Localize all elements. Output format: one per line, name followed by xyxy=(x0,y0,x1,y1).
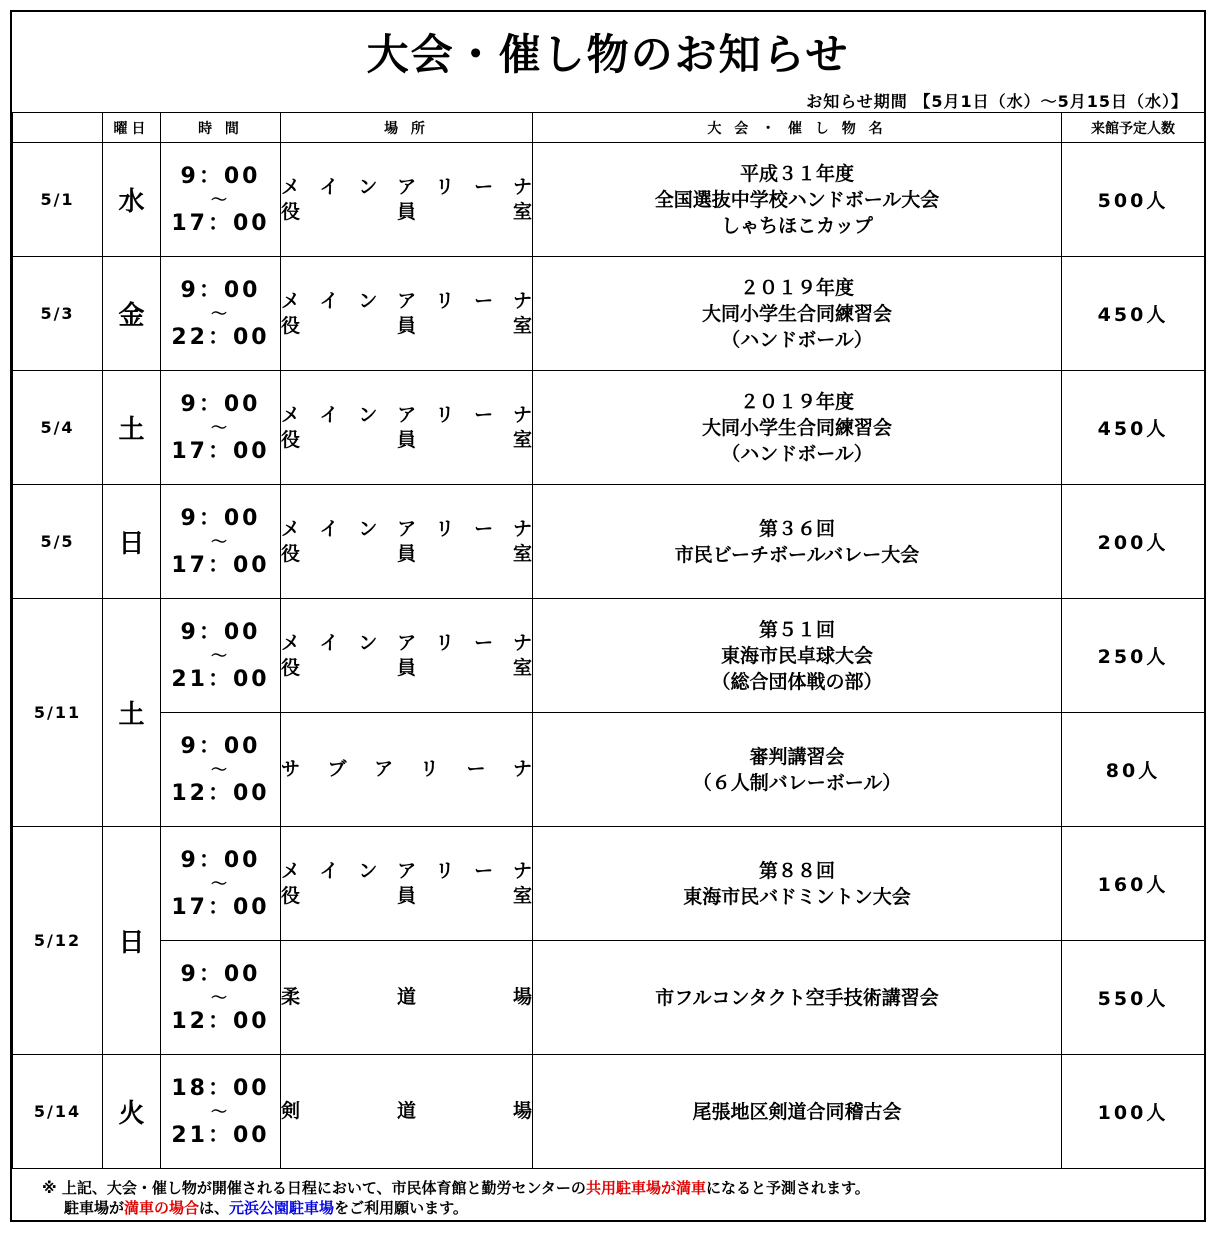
attendance-cell: 550人 xyxy=(1062,941,1205,1055)
place-line: 柔道場 xyxy=(281,986,532,1008)
note-line-2 xyxy=(42,1198,870,1218)
start-time: 9：00 xyxy=(180,277,261,303)
note-text: をご利用願います。 xyxy=(334,1199,468,1217)
start-time: 9：00 xyxy=(180,961,261,987)
place-cell xyxy=(281,1055,533,1169)
start-time: 9：00 xyxy=(180,505,261,531)
table-row xyxy=(13,257,1205,371)
event-line: 東海市民卓球大会 xyxy=(720,644,873,667)
weekday-cell: 水 xyxy=(103,143,161,257)
start-time: 9：00 xyxy=(180,619,261,645)
time-cell xyxy=(161,941,281,1055)
event-line: （ハンドボール） xyxy=(721,328,873,351)
table-header-row xyxy=(13,113,1205,143)
col-attendance: 来館予定人数 xyxy=(1062,113,1205,143)
event-line: 第８８回 xyxy=(758,859,835,882)
event-line: （ハンドボール） xyxy=(721,442,873,465)
place-line: メインアリーナ xyxy=(281,403,532,426)
col-event: 大 会 ・ 催 し 物 名 xyxy=(533,113,1062,143)
time-cell xyxy=(161,485,281,599)
end-time: 17：00 xyxy=(171,552,270,578)
tilde-mark: ～ xyxy=(210,1101,230,1121)
note-highlight-red: 満車の場合 xyxy=(124,1199,200,1217)
date-cell: 5/11 xyxy=(13,599,103,827)
event-cell xyxy=(533,713,1062,827)
event-cell xyxy=(533,599,1062,713)
start-time: 18：00 xyxy=(171,1075,270,1101)
event-line: 大同小学生合同練習会 xyxy=(701,302,892,325)
tilde-mark: ～ xyxy=(210,873,230,893)
event-cell xyxy=(533,485,1062,599)
time-cell xyxy=(161,371,281,485)
date-cell: 5/5 xyxy=(13,485,103,599)
tilde-mark: ～ xyxy=(210,303,230,323)
event-line: ２０１９年度 xyxy=(739,276,854,299)
date-cell: 5/14 xyxy=(13,1055,103,1169)
place-line: 役員室 xyxy=(281,542,532,565)
event-line: 市フルコンタクト空手技術講習会 xyxy=(655,986,939,1009)
time-cell xyxy=(161,713,281,827)
table-row xyxy=(13,827,1205,941)
event-line: （６人制バレーボール） xyxy=(692,771,902,794)
col-place: 場 所 xyxy=(281,113,533,143)
place-cell xyxy=(281,713,533,827)
weekday-cell: 日 xyxy=(103,827,161,1055)
note-highlight-red: 共用駐車場が満車 xyxy=(585,1179,706,1197)
table-row xyxy=(13,713,1205,827)
attendance-cell: 500人 xyxy=(1062,143,1205,257)
event-line: 全国選抜中学校ハンドボール大会 xyxy=(654,188,940,211)
date-cell: 5/12 xyxy=(13,827,103,1055)
tilde-mark: ～ xyxy=(210,417,230,437)
parking-note xyxy=(42,1178,870,1218)
col-dow: 曜日 xyxy=(103,113,161,143)
end-time: 17：00 xyxy=(171,438,270,464)
time-cell xyxy=(161,1055,281,1169)
attendance-cell: 450人 xyxy=(1062,371,1205,485)
note-text: は、 xyxy=(199,1199,230,1217)
place-cell xyxy=(281,485,533,599)
end-time: 22：00 xyxy=(171,324,270,350)
place-cell xyxy=(281,599,533,713)
place-cell xyxy=(281,827,533,941)
time-cell xyxy=(161,143,281,257)
place-cell xyxy=(281,143,533,257)
place-line: メインアリーナ xyxy=(281,289,532,312)
weekday-cell: 土 xyxy=(103,371,161,485)
attendance-cell: 100人 xyxy=(1062,1055,1205,1169)
note-highlight-blue: 元浜公園駐車場 xyxy=(229,1199,335,1217)
event-line: 審判講習会 xyxy=(749,745,845,768)
event-line: 尾張地区剣道合同稽古会 xyxy=(692,1100,902,1123)
table-row xyxy=(13,599,1205,713)
event-line: ２０１９年度 xyxy=(739,390,854,413)
attendance-cell: 450人 xyxy=(1062,257,1205,371)
attendance-cell: 80人 xyxy=(1062,713,1205,827)
weekday-cell: 日 xyxy=(103,485,161,599)
place-cell xyxy=(281,941,533,1055)
note-text: になると予測されます。 xyxy=(705,1179,870,1197)
event-line: 第５１回 xyxy=(758,618,835,641)
place-line: 役員室 xyxy=(281,200,532,223)
notice-sheet xyxy=(10,10,1206,1222)
tilde-mark: ～ xyxy=(210,189,230,209)
place-line: 役員室 xyxy=(281,428,532,451)
place-line: メインアリーナ xyxy=(281,859,532,882)
note-mark: ※ xyxy=(42,1179,57,1197)
table-row xyxy=(13,485,1205,599)
table-row xyxy=(13,941,1205,1055)
notice-period: お知らせ期間 【5月1日（水）～5月15日（水）】 xyxy=(806,92,1188,111)
event-line: 大同小学生合同練習会 xyxy=(701,416,892,439)
end-time: 12：00 xyxy=(171,1008,270,1034)
schedule-table xyxy=(12,112,1205,1169)
event-cell xyxy=(533,941,1062,1055)
time-cell xyxy=(161,599,281,713)
tilde-mark: ～ xyxy=(210,759,230,779)
end-time: 12：00 xyxy=(171,780,270,806)
start-time: 9：00 xyxy=(180,391,261,417)
attendance-cell: 200人 xyxy=(1062,485,1205,599)
col-date xyxy=(13,113,103,143)
attendance-cell: 160人 xyxy=(1062,827,1205,941)
attendance-cell: 250人 xyxy=(1062,599,1205,713)
event-cell xyxy=(533,143,1062,257)
note-text: 駐車場が xyxy=(64,1199,125,1217)
event-cell xyxy=(533,257,1062,371)
end-time: 17：00 xyxy=(171,210,270,236)
table-row xyxy=(13,143,1205,257)
place-line: メインアリーナ xyxy=(281,517,532,540)
time-cell xyxy=(161,827,281,941)
place-line: メインアリーナ xyxy=(281,175,532,198)
place-cell xyxy=(281,257,533,371)
tilde-mark: ～ xyxy=(210,531,230,551)
place-line: サブアリーナ xyxy=(281,758,532,780)
place-cell xyxy=(281,371,533,485)
event-line: 市民ビーチボールバレー大会 xyxy=(674,543,920,566)
weekday-cell: 金 xyxy=(103,257,161,371)
event-line: 平成３１年度 xyxy=(739,162,854,185)
note-text: 上記、大会・催し物が開催される日程において、市民体育館と勤労センターの xyxy=(61,1179,586,1197)
event-line: 第３６回 xyxy=(758,517,835,540)
weekday-cell: 土 xyxy=(103,599,161,827)
col-time: 時 間 xyxy=(161,113,281,143)
place-line: 役員室 xyxy=(281,884,532,907)
place-line: 役員室 xyxy=(281,656,532,679)
start-time: 9：00 xyxy=(180,163,261,189)
start-time: 9：00 xyxy=(180,733,261,759)
tilde-mark: ～ xyxy=(210,987,230,1007)
event-cell xyxy=(533,827,1062,941)
weekday-cell: 火 xyxy=(103,1055,161,1169)
page-title: 大会・催し物のお知らせ xyxy=(366,30,850,79)
event-cell xyxy=(533,1055,1062,1169)
end-time: 21：00 xyxy=(171,1122,270,1148)
table-row xyxy=(13,371,1205,485)
event-line: しゃちほこカップ xyxy=(721,214,873,237)
event-line: 東海市民バドミントン大会 xyxy=(683,885,911,908)
place-line: 剣道場 xyxy=(281,1100,532,1122)
start-time: 9：00 xyxy=(180,847,261,873)
end-time: 17：00 xyxy=(171,894,270,920)
event-line: （総合団体戦の部） xyxy=(711,670,883,693)
tilde-mark: ～ xyxy=(210,645,230,665)
event-cell xyxy=(533,371,1062,485)
date-cell: 5/1 xyxy=(13,143,103,257)
table-row xyxy=(13,1055,1205,1169)
date-cell: 5/3 xyxy=(13,257,103,371)
place-line: メインアリーナ xyxy=(281,631,532,654)
date-cell: 5/4 xyxy=(13,371,103,485)
end-time: 21：00 xyxy=(171,666,270,692)
note-line-1 xyxy=(42,1178,870,1198)
time-cell xyxy=(161,257,281,371)
place-line: 役員室 xyxy=(281,314,532,337)
